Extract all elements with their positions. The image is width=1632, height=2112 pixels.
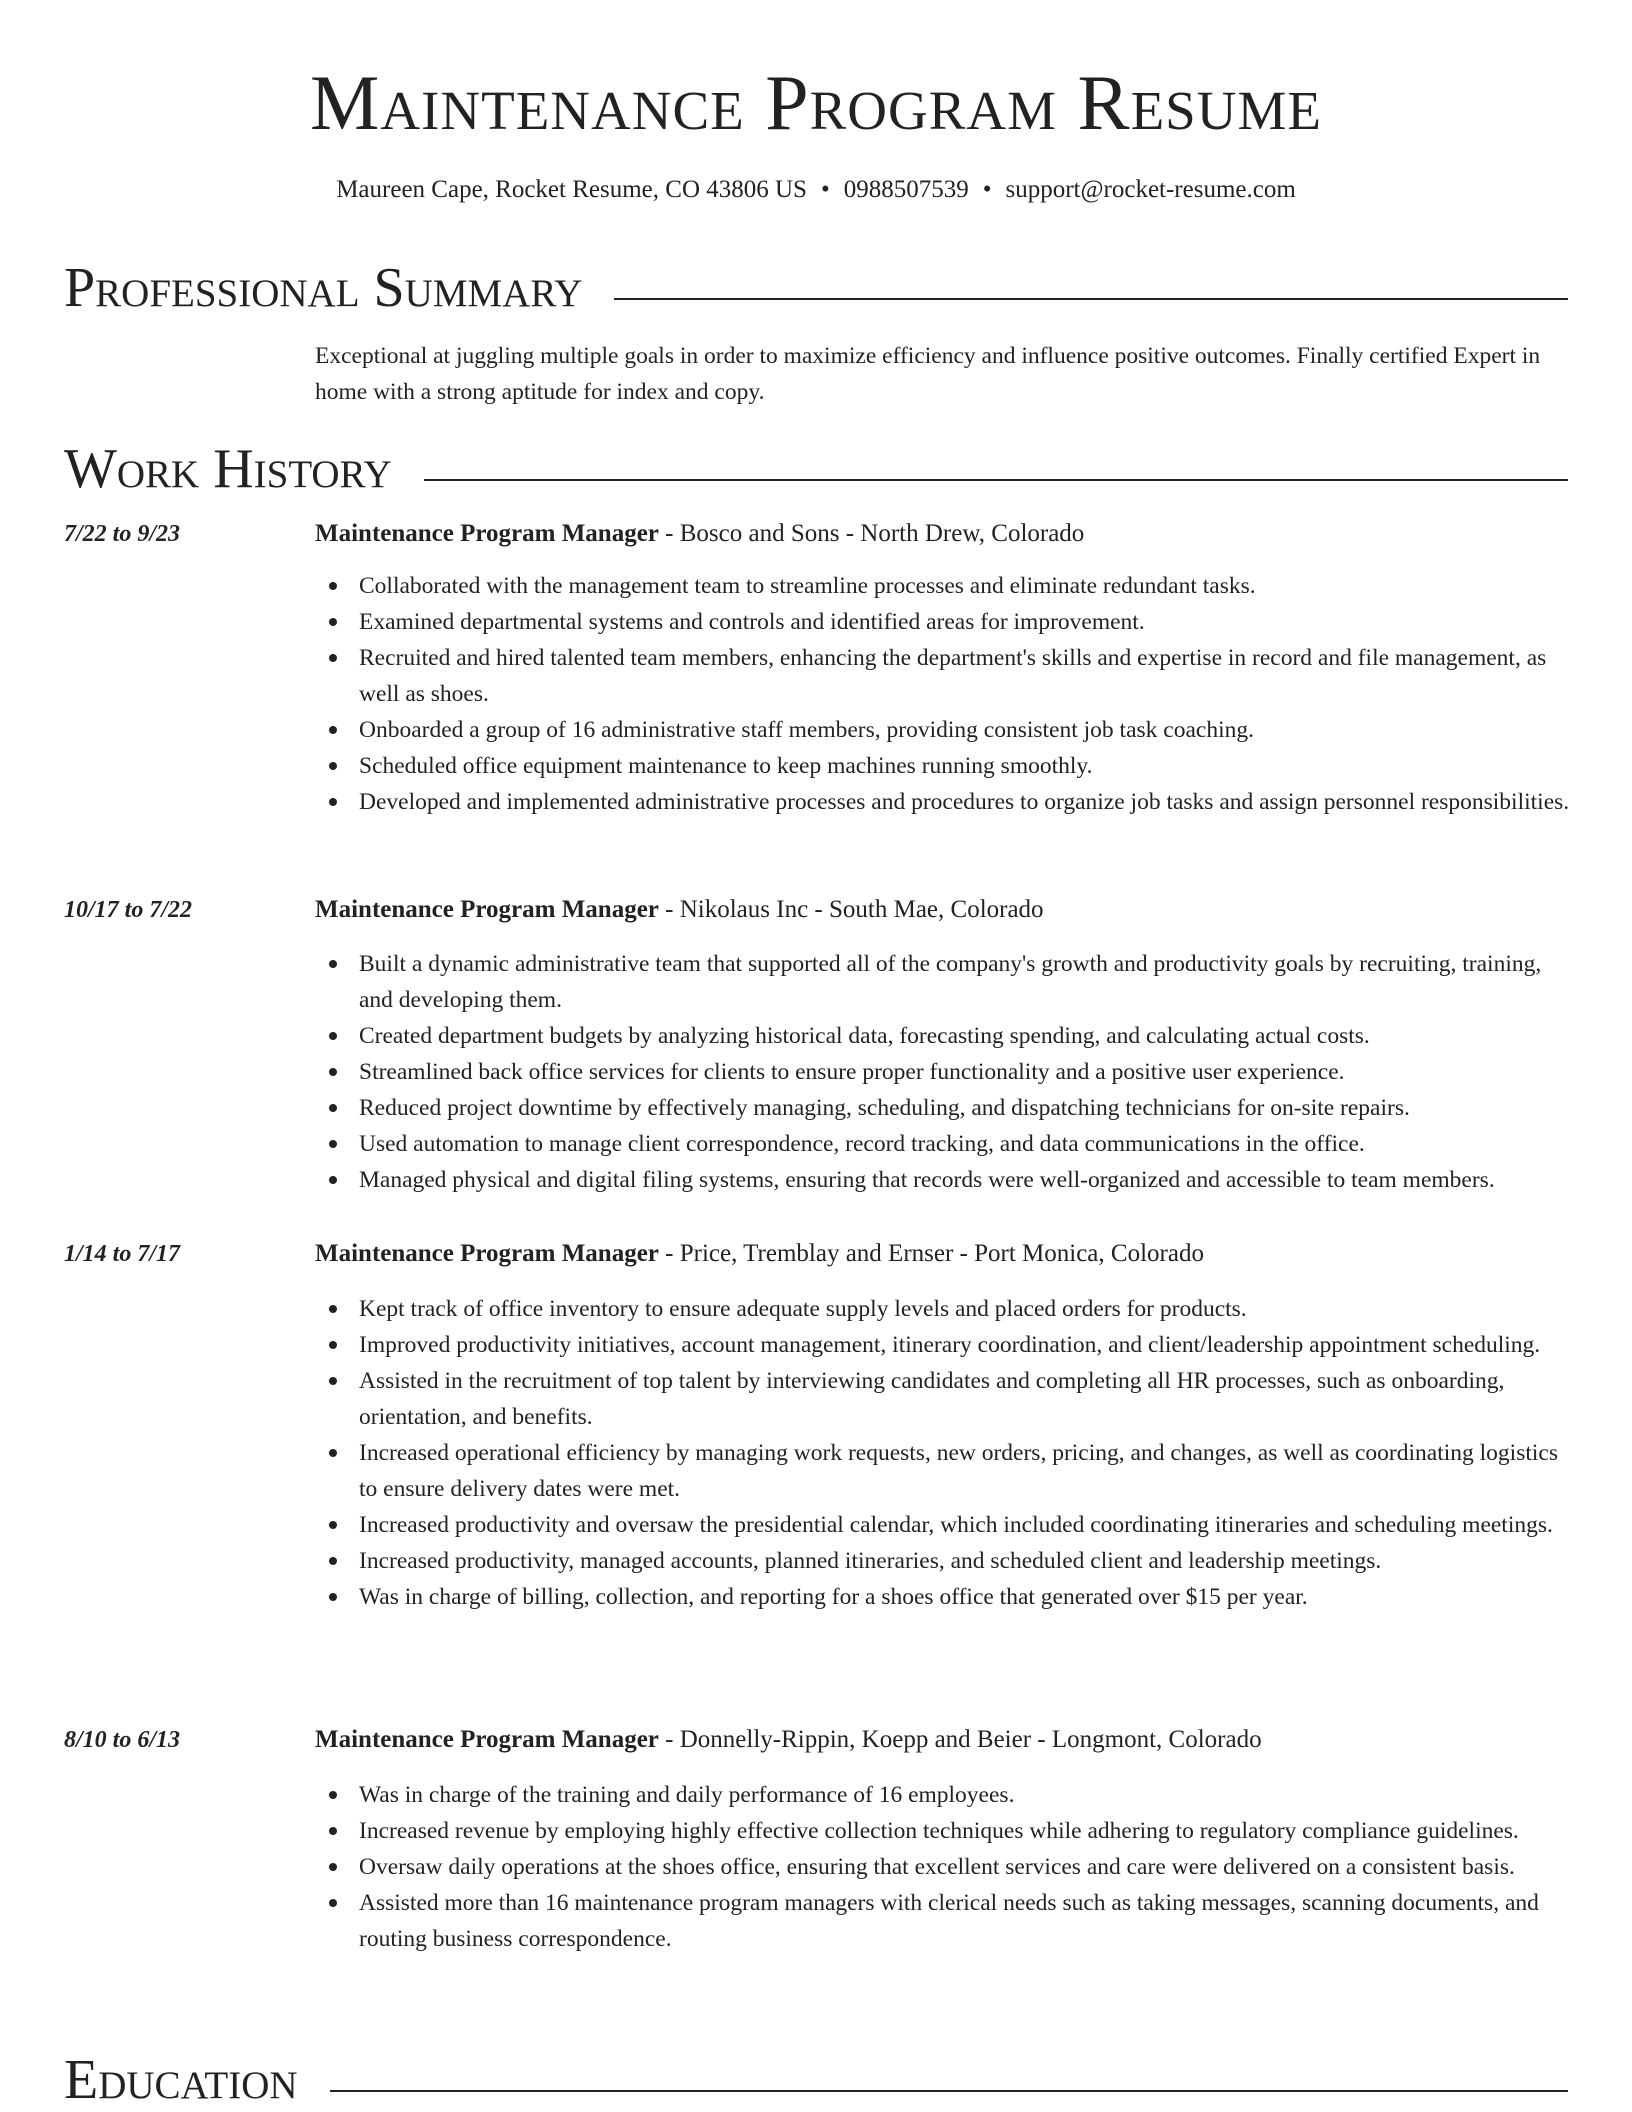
job-bullet: Examined departmental systems and controls and identified areas for improvement. (315, 604, 1575, 640)
job-bullet: Built a dynamic administrative team that supported all of the company's growth and productivity goals by recruiting, training, and developing them. (315, 946, 1575, 1018)
job-role: Maintenance Program Manager (315, 896, 659, 923)
job-bullets (315, 568, 1575, 820)
job-dates: 1/14 to 7/17 (64, 1241, 181, 1267)
job-bullet: Reduced project downtime by effectively managing, scheduling, and dispatching technicians for on-site repairs. (315, 1090, 1575, 1126)
section-divider (614, 298, 1568, 300)
job-company: - Bosco and Sons - North Drew, Colorado (658, 520, 1085, 547)
section-divider (424, 479, 1568, 481)
job-bullet: Onboarded a group of 16 administrative staff members, providing consistent job task coaching. (315, 712, 1575, 748)
job-bullets (315, 946, 1575, 1198)
section-title: Work History (64, 438, 392, 500)
job-bullet: Used automation to manage client correspondence, record tracking, and data communications in the office. (315, 1126, 1575, 1162)
job-bullet: Increased productivity, managed accounts, planned itineraries, and scheduled client and leadership meetings. (315, 1543, 1575, 1579)
section-heading-summary (64, 250, 1568, 320)
job-bullet: Assisted in the recruitment of top talent by interviewing candidates and completing all HR processes, such as onboarding, orientation, and benefits. (315, 1363, 1575, 1435)
contact-address: Maureen Cape, Rocket Resume, CO 43806 US (336, 176, 807, 203)
document-title: Maintenance Program Resume (310, 59, 1322, 146)
job-bullet: Streamlined back office services for clients to ensure proper functionality and a positive user experience. (315, 1054, 1575, 1090)
job-role: Maintenance Program Manager (315, 1240, 659, 1267)
contact-line (0, 172, 1632, 208)
section-divider (330, 2090, 1568, 2092)
job-dates: 10/17 to 7/22 (64, 897, 193, 923)
job-bullet: Oversaw daily operations at the shoes office, ensuring that excellent services and care were delivered on a consistent basis. (315, 1849, 1575, 1885)
job-bullet: Increased revenue by employing highly effective collection techniques while adhering to regulatory compliance guidelines. (315, 1813, 1575, 1849)
contact-separator: • (982, 176, 992, 203)
job-bullet: Was in charge of billing, collection, and reporting for a shoes office that generated over $15 per year. (315, 1579, 1575, 1615)
job-heading (315, 1722, 1575, 1758)
job-bullets (315, 1291, 1575, 1615)
contact-email: support@rocket-resume.com (1005, 176, 1296, 203)
section-title: Professional Summary (64, 257, 583, 319)
job-bullet: Assisted more than 16 maintenance program managers with clerical needs such as taking messages, scanning documents, and routing business correspondence. (315, 1885, 1575, 1957)
summary-text: Exceptional at juggling multiple goals in order to maximize efficiency and influence positive outcomes. Finally certified Expert in home with a strong aptitude for index and copy. (315, 343, 1541, 405)
job-bullet: Was in charge of the training and daily performance of 16 employees. (315, 1777, 1575, 1813)
job-company: - Nikolaus Inc - South Mae, Colorado (658, 896, 1044, 923)
section-heading-work-history (64, 431, 1568, 501)
job-bullet: Increased operational efficiency by managing work requests, new orders, pricing, and changes, as well as coordinating logistics to ensure delivery dates were met. (315, 1435, 1575, 1507)
section-heading-education (64, 2042, 1568, 2112)
job-heading (315, 516, 1575, 552)
job-heading (315, 1236, 1575, 1272)
job-dates: 8/10 to 6/13 (64, 1727, 181, 1753)
contact-separator: • (820, 176, 830, 203)
job-bullet: Collaborated with the management team to streamline processes and eliminate redundant tasks. (315, 568, 1575, 604)
job-bullet: Increased productivity and oversaw the presidential calendar, which included coordinating itineraries and scheduling meetings. (315, 1507, 1575, 1543)
job-company: - Price, Tremblay and Ernser - Port Monica, Colorado (658, 1240, 1204, 1267)
job-bullet: Managed physical and digital filing systems, ensuring that records were well-organized and accessible to team members. (315, 1162, 1575, 1198)
job-heading (315, 892, 1575, 928)
job-bullet: Kept track of office inventory to ensure adequate supply levels and placed orders for products. (315, 1291, 1575, 1327)
job-bullet: Recruited and hired talented team members, enhancing the department's skills and expertise in record and file management, as well as shoes. (315, 640, 1575, 712)
job-company: - Donnelly-Rippin, Koepp and Beier - Longmont, Colorado (658, 1726, 1262, 1753)
job-bullet: Improved productivity initiatives, account management, itinerary coordination, and client/leadership appointment scheduling. (315, 1327, 1575, 1363)
job-bullet: Created department budgets by analyzing historical data, forecasting spending, and calculating actual costs. (315, 1018, 1575, 1054)
job-role: Maintenance Program Manager (315, 520, 659, 547)
job-bullet: Developed and implemented administrative processes and procedures to organize job tasks and assign personnel responsibilities. (315, 784, 1575, 820)
job-dates: 7/22 to 9/23 (64, 521, 181, 547)
job-bullets (315, 1777, 1575, 1957)
job-role: Maintenance Program Manager (315, 1726, 659, 1753)
section-title: Education (64, 2049, 298, 2111)
job-bullet: Scheduled office equipment maintenance to keep machines running smoothly. (315, 748, 1575, 784)
contact-phone: 0988507539 (843, 176, 969, 203)
